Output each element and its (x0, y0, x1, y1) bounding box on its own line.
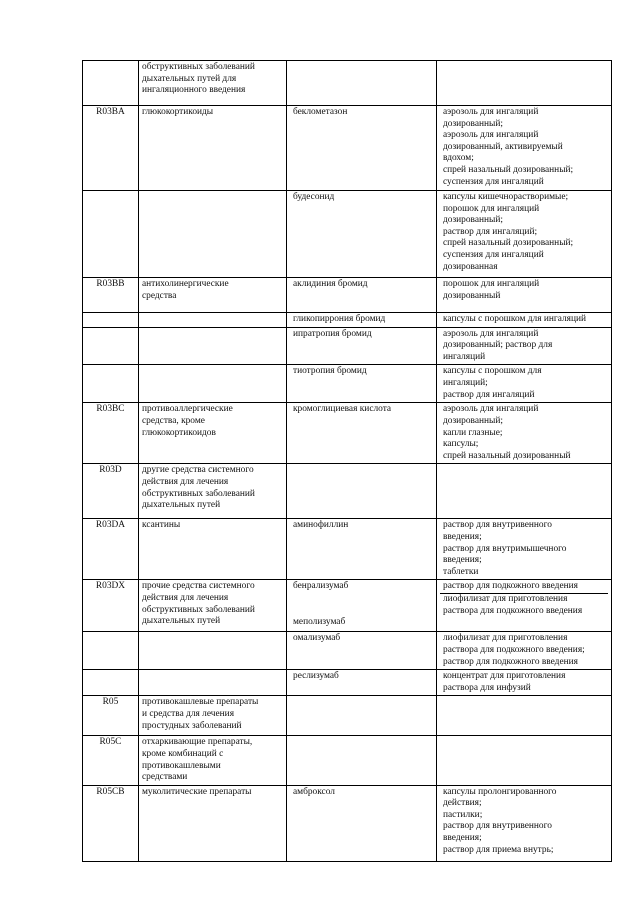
drug-name-cell (287, 403, 437, 464)
drug-name-cell (287, 580, 437, 632)
dosage-form-cell (437, 785, 612, 861)
dosage-form-cell (437, 696, 612, 736)
atc-code-cell: R03BC (83, 403, 139, 464)
drug-name: амброксол (293, 786, 335, 797)
anatomical-group-cell: муколитические препараты (139, 785, 287, 861)
dosage-form-cell (437, 580, 612, 632)
dosage-form-cell (437, 670, 612, 696)
drug-name-cell (287, 464, 437, 519)
table-row (83, 632, 612, 670)
drug-name: ипратропия бромид (293, 328, 372, 339)
anatomical-group-cell (139, 632, 287, 670)
atc-code-cell: R05C (83, 736, 139, 785)
anatomical-group-cell: антихолинергические средства (139, 278, 287, 313)
table-row (83, 696, 612, 736)
dosage-form-cell (437, 191, 612, 278)
drug-name-cell (287, 785, 437, 861)
table-row (83, 519, 612, 580)
atc-code-cell: R03BA (83, 106, 139, 191)
table-row (83, 313, 612, 328)
drug-name-cell (287, 61, 437, 106)
table-row (83, 736, 612, 785)
drug-name-cell (287, 365, 437, 403)
anatomical-group-cell: глюкокортикоиды (139, 106, 287, 191)
table-row (83, 106, 612, 191)
table-row (83, 61, 612, 106)
table-row (83, 278, 612, 313)
atc-code-cell: R03DA (83, 519, 139, 580)
drug-name: кромоглициевая кислота (293, 404, 392, 415)
drug-table-body (83, 61, 612, 862)
dosage-form-cell (437, 61, 612, 106)
dosage-form-cell (437, 327, 612, 365)
atc-code-cell: R03BB (83, 278, 139, 313)
drug-name-cell (287, 519, 437, 580)
drug-name-cell (287, 696, 437, 736)
atc-code-cell: R03D (83, 464, 139, 519)
dosage-form: раствор для подкожного введения (443, 581, 578, 592)
dosage-form-cell (437, 106, 612, 191)
table-row (83, 327, 612, 365)
drug-name-cell (287, 106, 437, 191)
dosage-form-cell (437, 736, 612, 785)
drug-name-cell (287, 278, 437, 313)
drug-name-cell (287, 191, 437, 278)
drug-name: беклометазон (293, 107, 348, 117)
dosage-form-cell (437, 313, 612, 328)
dosage-form-cell (437, 464, 612, 519)
drug-table (82, 60, 612, 862)
table-row (83, 191, 612, 278)
dosage-form: раствор для внутривенного введения; раствор для внутримышечного введения; таблетки (443, 520, 567, 577)
dosage-form-cell (437, 365, 612, 403)
dosage-form-cell (437, 278, 612, 313)
anatomical-group-cell (139, 313, 287, 328)
atc-code-cell: R05CB (83, 785, 139, 861)
atc-code-cell (83, 670, 139, 696)
atc-code-cell (83, 61, 139, 106)
drug-name-cell (287, 736, 437, 785)
anatomical-group-cell (139, 670, 287, 696)
dosage-form: лиофилизат для приготовления раствора для подкожного введения (440, 593, 608, 617)
anatomical-group-cell: обструктивных заболеваний дыхательных путей для ингаляционного введения (139, 61, 287, 106)
atc-code-cell: R05 (83, 696, 139, 736)
table-row (83, 403, 612, 464)
dosage-form: аэрозоль для ингаляций дозированный; аэрозоль для ингаляций дозированный, активируемый вдохом; спрей назальный дозированный; суспензия для ингаляций (443, 107, 574, 187)
drug-name: аминофиллин (293, 520, 349, 531)
table-row (83, 464, 612, 519)
drug-name: тиотропия бромид (293, 366, 367, 377)
drug-name-cell (287, 313, 437, 328)
anatomical-group-cell: отхаркивающие препараты, кроме комбинаций с противокашлевыми средствами (139, 736, 287, 785)
dosage-form: капсулы пролонгированного действия; пастилки; раствор для внутривенного введения; раствор для приема внутрь; (443, 786, 557, 855)
table-row (83, 670, 612, 696)
atc-code-cell (83, 327, 139, 365)
table-row (83, 365, 612, 403)
atc-code-cell (83, 365, 139, 403)
dosage-form-cell (437, 632, 612, 670)
atc-code-cell (83, 313, 139, 328)
drug-name-cell (287, 670, 437, 696)
drug-name-cell (287, 632, 437, 670)
atc-code-cell (83, 191, 139, 278)
anatomical-group-cell (139, 191, 287, 278)
dosage-form: капсулы с порошком для ингаляций (443, 314, 587, 324)
table-row (83, 580, 612, 632)
drug-name: будесонид (293, 192, 335, 202)
anatomical-group-cell (139, 365, 287, 403)
anatomical-group-cell: противокашлевые препараты и средства для лечения простудных заболеваний (139, 696, 287, 736)
atc-code-cell (83, 632, 139, 670)
dosage-form: аэрозоль для ингаляций дозированный; раствор для ингаляций (443, 328, 553, 362)
drug-name: гликопиррония бромид (293, 314, 386, 324)
drug-name: бенрализумаб (293, 581, 349, 592)
atc-code-cell: R03DX (83, 580, 139, 632)
dosage-form: концентрат для приготовления раствора для инфузий (443, 671, 566, 693)
drug-name-cell (287, 327, 437, 365)
dosage-form-cell (437, 403, 612, 464)
drug-name: омализумаб (293, 633, 341, 644)
anatomical-group-cell: прочие средства системного действия для лечения обструктивных заболеваний дыхательных путей (139, 580, 287, 632)
drug-name: реслизумаб (293, 671, 339, 682)
anatomical-group-cell: противоаллергические средства, кроме глюкокортикоидов (139, 403, 287, 464)
dosage-form: капсулы с порошком для ингаляций; раствор для ингаляций (443, 366, 542, 400)
table-row (83, 785, 612, 861)
anatomical-group-cell: другие средства системного действия для лечения обструктивных заболеваний дыхательных путей (139, 464, 287, 519)
dosage-form: аэрозоль для ингаляций дозированный; капли глазные; капсулы; спрей назальный дозированный (443, 404, 571, 461)
drug-name: аклидиния бромид (293, 279, 368, 289)
anatomical-group-cell: ксантины (139, 519, 287, 580)
anatomical-group-cell (139, 327, 287, 365)
dosage-form: лиофилизат для приготовления раствора для подкожного введения; раствор для подкожного введения (443, 633, 585, 667)
dosage-form: капсулы кишечнорастворимые; порошок для ингаляций дозированный; раствор для ингаляций; спрей назальный дозированный; суспензия для ингаляций дозированная (443, 192, 574, 272)
drug-name: меполизумаб (293, 616, 346, 627)
dosage-form: порошок для ингаляций дозированный (443, 279, 540, 301)
dosage-form-cell (437, 519, 612, 580)
